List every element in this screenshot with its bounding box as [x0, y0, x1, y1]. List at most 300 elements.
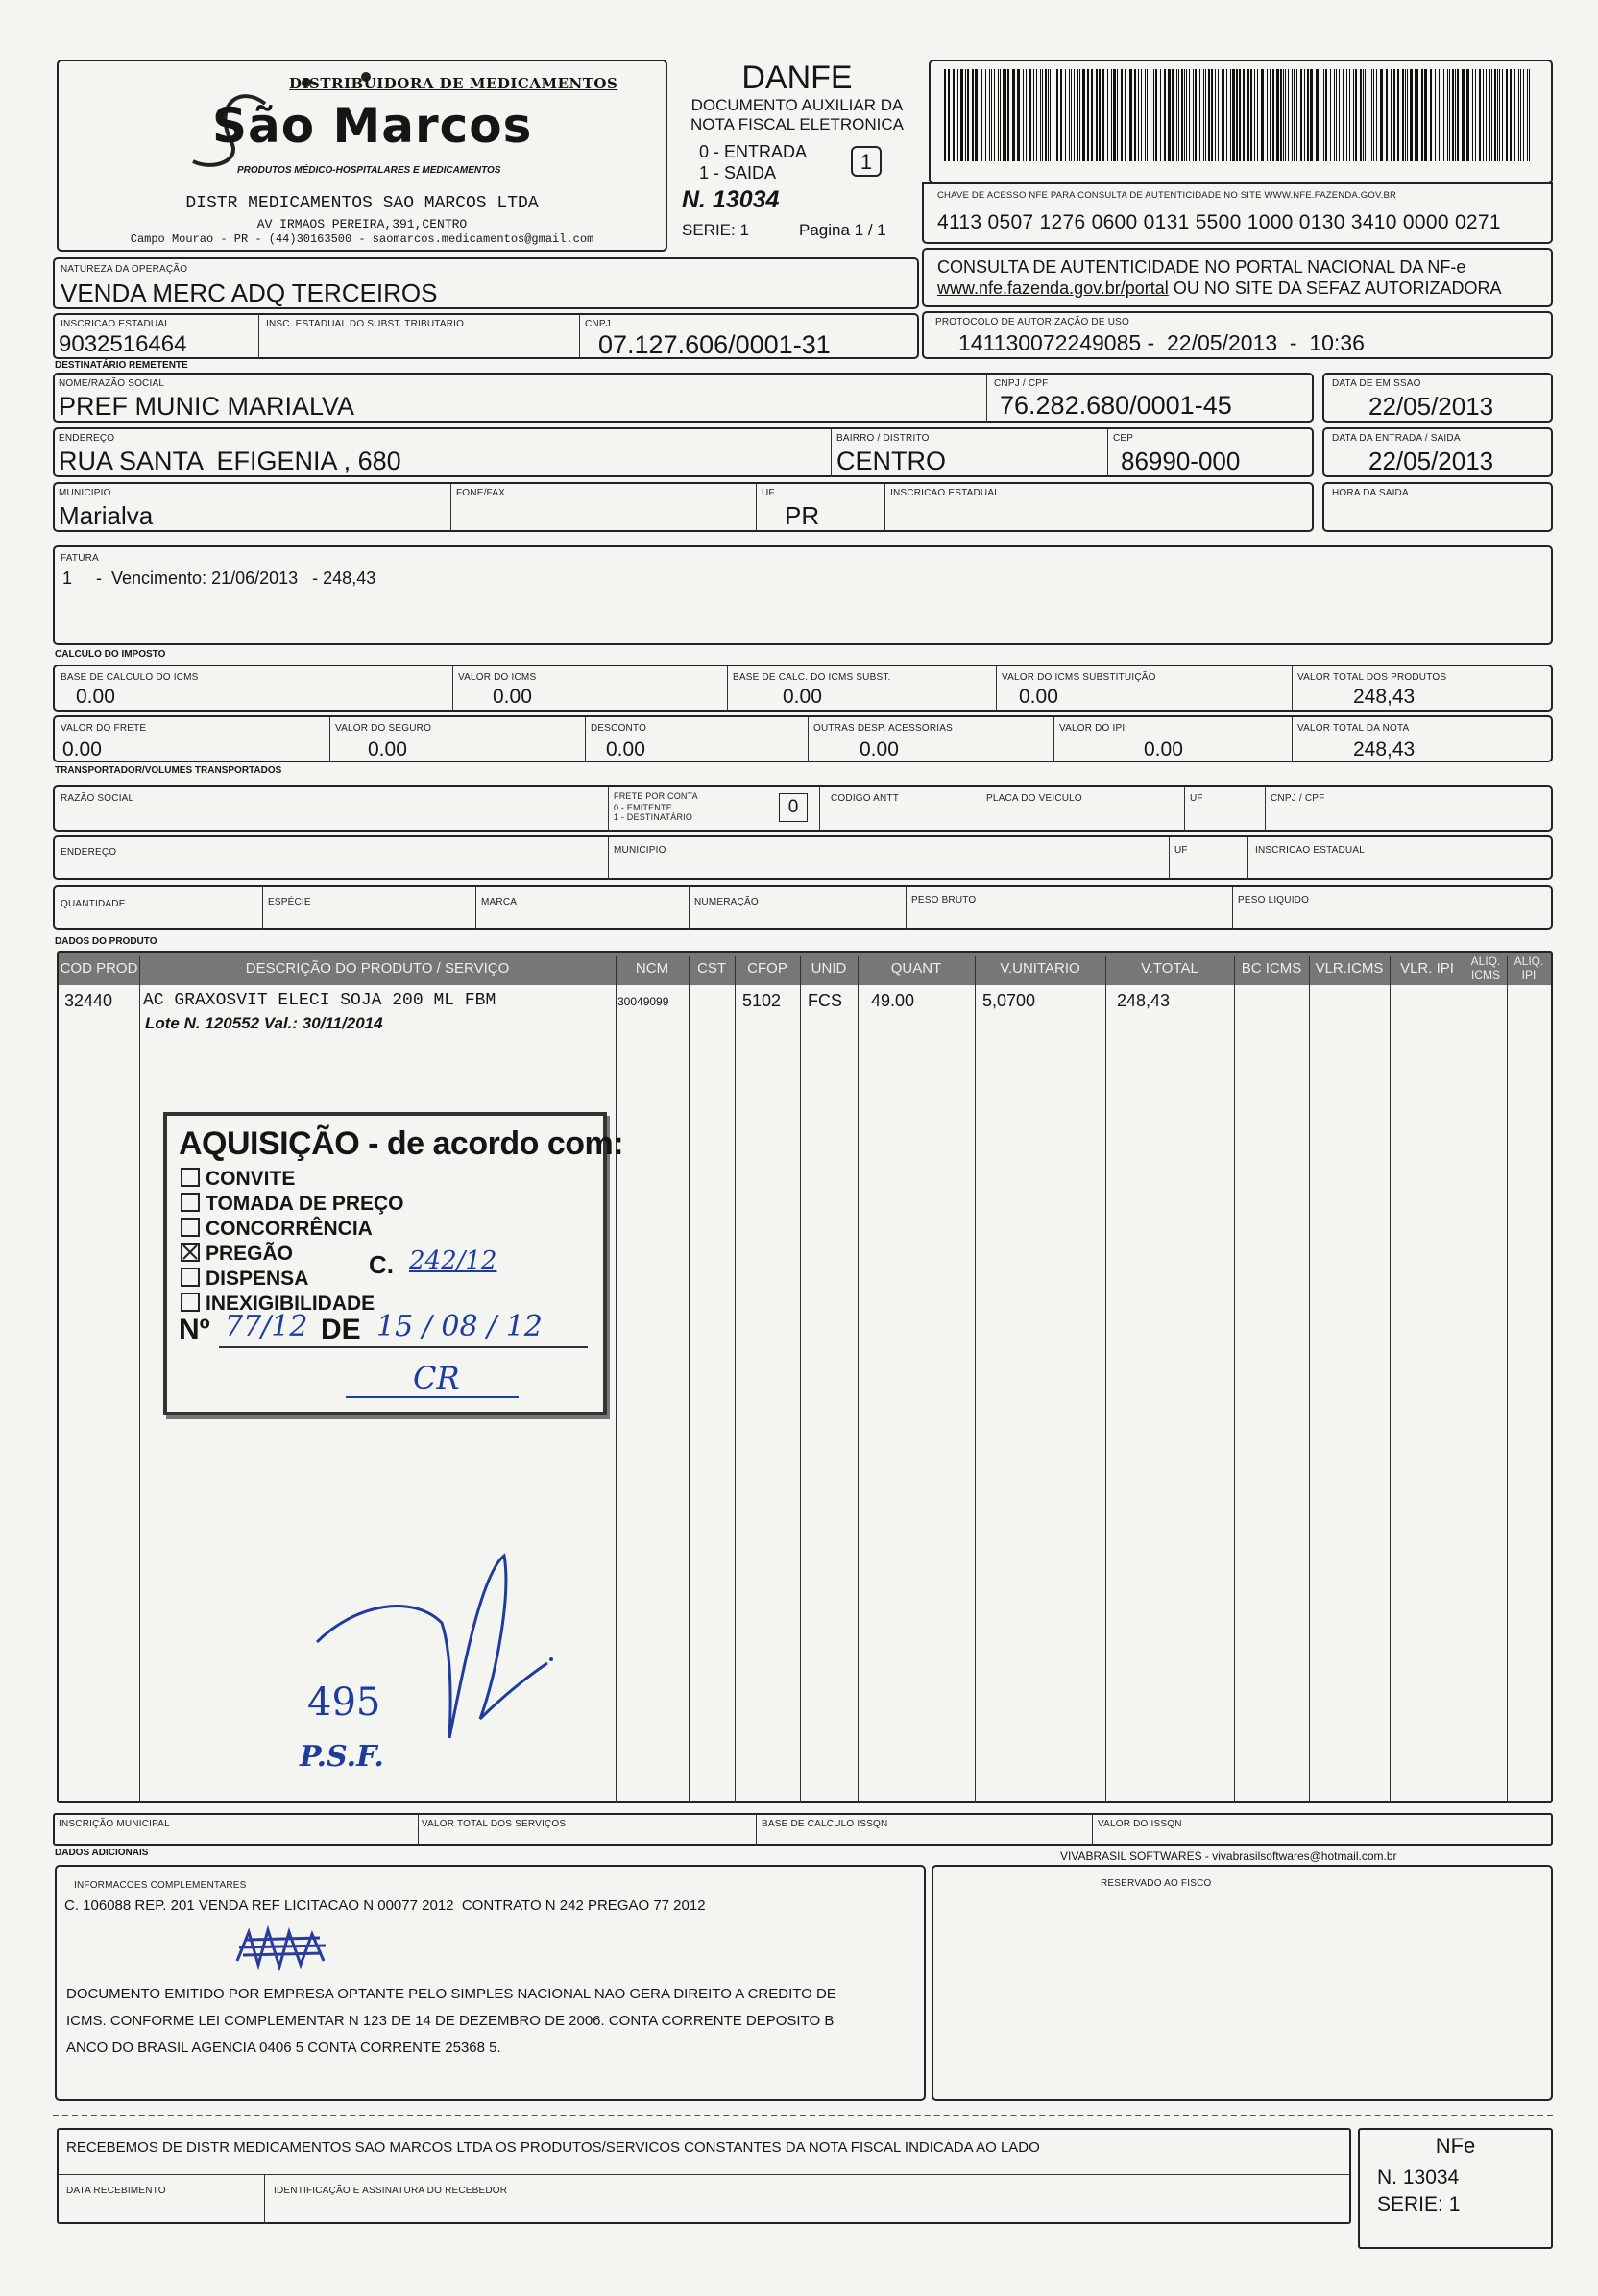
barcode-bar [1523, 69, 1524, 161]
dest-municipio-box [53, 482, 1314, 532]
barcode-bar [948, 69, 950, 161]
th-vtotal: V.TOTAL [1141, 960, 1198, 977]
stamp-title: AQUISIÇÃO - de acordo com: [179, 1125, 624, 1162]
transp-placa-label: PLACA DO VEICULO [986, 793, 1082, 804]
chave-label: CHAVE DE ACESSO NFE PARA CONSULTA DE AUTENTICIDADE NO SITE WWW.NFE.FAZENDA.GOV.BR [937, 190, 1397, 201]
barcode-bar [1125, 69, 1126, 161]
barcode [944, 69, 1537, 161]
transp-frete-opt0: 0 - EMITENTE [614, 803, 672, 812]
ie-label: INSCRICAO ESTADUAL [61, 319, 170, 329]
v-nota-label: VALOR TOTAL DA NOTA [1297, 723, 1410, 734]
barcode-bar [1296, 69, 1297, 161]
barcode-bar [1017, 69, 1020, 161]
especie-label: ESPÉCIE [268, 897, 311, 907]
barcode-bar [1096, 69, 1098, 161]
v-nota-value: 248,43 [1353, 738, 1416, 761]
barcode-bar [1376, 69, 1377, 161]
barcode-bar [1353, 69, 1354, 161]
barcode-bar [1141, 69, 1142, 161]
barcode-bar [1147, 69, 1148, 161]
barcode-bar [1129, 69, 1132, 161]
th-vlr-ipi: VLR. IPI [1400, 960, 1454, 977]
canhoto-numero: N. 13034 [1377, 2166, 1460, 2188]
barcode-bar [1071, 69, 1072, 161]
barcode-bar [1360, 69, 1362, 161]
checkbox-icon [181, 1218, 200, 1237]
consulta-line-2: OU NO SITE DA SEFAZ AUTORIZADORA [1168, 278, 1502, 298]
v-st-label: VALOR DO ICMS SUBSTITUIÇÃO [1002, 672, 1156, 683]
barcode-bar [1074, 69, 1075, 161]
barcode-bar [1145, 69, 1146, 161]
emitente-box [57, 60, 667, 252]
barcode-bar [1176, 69, 1177, 161]
barcode-bar [1346, 69, 1347, 161]
simples-line-1: DOCUMENTO EMITIDO POR EMPRESA OPTANTE PELO SIMPLES NACIONAL NAO GERA DIREITO A CREDITO DE [66, 1986, 836, 2002]
stamp-n-label: Nº [179, 1314, 210, 1345]
barcode-bar [1499, 69, 1500, 161]
stamp-de-label: DE [321, 1314, 361, 1345]
barcode-bar [1033, 69, 1034, 161]
ipi-label: VALOR DO IPI [1059, 723, 1126, 734]
barcode-bar [1261, 69, 1264, 161]
item-descricao: AC GRAXOSVIT ELECI SOJA 200 ML FBM [143, 991, 496, 1010]
barcode-bar [1489, 69, 1490, 161]
desconto-label: DESCONTO [591, 723, 647, 734]
th-vunit: V.UNITARIO [1000, 960, 1080, 977]
barcode-bar [1472, 69, 1473, 161]
bc-st-label: BASE DE CALC. DO ICMS SUBST. [733, 672, 891, 683]
barcode-bar [1439, 69, 1440, 161]
transp-uf2-label: UF [1174, 845, 1188, 856]
barcode-bar [1349, 69, 1350, 161]
info-label: INFORMACOES COMPLEMENTARES [74, 1880, 247, 1891]
stamp-options [181, 1168, 404, 1317]
item-lote: Lote N. 120552 Val.: 30/11/2014 [145, 1014, 383, 1032]
barcode-bar [1203, 69, 1204, 161]
produtos-section-title: DADOS DO PRODUTO [55, 936, 157, 947]
barcode-bar [1294, 69, 1295, 161]
barcode-bar [1208, 69, 1210, 161]
checkbox-icon [181, 1193, 200, 1212]
barcode-bar [1323, 69, 1324, 161]
barcode-bar [1236, 69, 1238, 161]
barcode-bar [1330, 69, 1331, 161]
stamp-c-label: C. [369, 1250, 394, 1279]
stamp-option: INEXIGIBILIDADE [181, 1293, 404, 1317]
barcode-bar [957, 69, 958, 161]
fisco-box [932, 1865, 1553, 2101]
barcode-bar [1056, 69, 1058, 161]
barcode-bar [1189, 69, 1190, 161]
barcode-bar [1012, 69, 1015, 161]
barcode-bar [1029, 69, 1031, 161]
barcode-bar [1172, 69, 1174, 161]
barcode-bar [1483, 69, 1484, 161]
quantidade-label: QUANTIDADE [61, 899, 126, 909]
barcode-bar [1307, 69, 1309, 161]
danfe-pagina: Pagina 1 / 1 [799, 221, 886, 239]
barcode-bar [1250, 69, 1252, 161]
bc-icms-label: BASE DE CALCULO DO ICMS [61, 672, 199, 683]
barcode-bar [1479, 69, 1481, 161]
handwritten-note: P.S.F. [300, 1740, 384, 1774]
barcode-bar [1462, 69, 1465, 161]
barcode-bar [1069, 69, 1070, 161]
bc-icms-value: 0.00 [76, 686, 115, 708]
protocolo-value: 141130072249085 - 22/05/2013 - 10:36 [958, 330, 1365, 355]
transp-antt-label: CODIGO ANTT [831, 793, 900, 804]
barcode-bar [1215, 69, 1216, 161]
issqn-valor-label: VALOR DO ISSQN [1098, 1819, 1182, 1829]
th-descricao: DESCRIÇÃO DO PRODUTO / SERVIÇO [245, 960, 510, 977]
barcode-bar [1457, 69, 1459, 161]
canhoto-text: RECEBEMOS DE DISTR MEDICAMENTOS SAO MARCOS LTDA OS PRODUTOS/SERVICOS CONSTANTES DA NOTA FISCAL INDICADA AO LADO [66, 2139, 1040, 2156]
dest-cep-label: CEP [1113, 433, 1134, 444]
dest-emissao-box [1322, 373, 1553, 423]
dest-municipio-value: Marialva [59, 501, 154, 530]
danfe-tipo-box: 1 [851, 146, 882, 177]
barcode-bar [1102, 69, 1104, 161]
desconto-value: 0.00 [606, 738, 645, 761]
stamp-c-value: 242/12 [409, 1246, 497, 1275]
th-quant: QUANT [890, 960, 942, 977]
issqn-im-label: INSCRIÇÃO MUNICIPAL [59, 1819, 170, 1829]
marca-label: MARCA [481, 897, 518, 907]
dest-entrada-box [1322, 427, 1553, 477]
issqn-bc-label: BASE DE CALCULO ISSQN [762, 1819, 888, 1829]
checkbox-icon [181, 1293, 200, 1312]
danfe-entrada: 0 - ENTRADA [699, 142, 808, 161]
handwritten-number: 495 [307, 1680, 381, 1725]
barcode-bar [1316, 69, 1319, 161]
simples-line-2: ICMS. CONFORME LEI COMPLEMENTAR N 123 DE 14 DE DEZEMBRO DE 2006. CONTA CORRENTE DEPOSITO B [66, 2013, 835, 2029]
barcode-bar [1082, 69, 1085, 161]
dest-entrada-label: DATA DA ENTRADA / SAIDA [1332, 433, 1461, 444]
imposto-row-2 [53, 715, 1553, 762]
seguro-label: VALOR DO SEGURO [335, 723, 432, 734]
barcode-bar [1117, 69, 1118, 161]
dest-section-title: DESTINATÁRIO REMETENTE [55, 360, 188, 371]
peso-liquido-label: PESO LIQUIDO [1238, 895, 1310, 906]
stamp-n-value: 77/12 [225, 1310, 308, 1343]
consulta-link[interactable]: www.nfe.fazenda.gov.br/portal [937, 278, 1169, 298]
seguro-value: 0.00 [368, 738, 407, 761]
barcode-bar [1239, 69, 1241, 161]
barcode-bar [1138, 69, 1139, 161]
barcode-bar [1230, 69, 1231, 161]
barcode-bar [1339, 69, 1340, 161]
fisco-label: RESERVADO AO FISCO [1101, 1878, 1212, 1889]
barcode-bar [1386, 69, 1388, 161]
danfe-serie: SERIE: 1 [682, 221, 749, 239]
v-icms-value: 0.00 [493, 686, 532, 708]
chave-value: 4113 0507 1276 0600 0131 5500 1000 0130 3410 0000 0271 [937, 211, 1501, 233]
barcode-bar [1232, 69, 1235, 161]
barcode-bar [1283, 69, 1284, 161]
barcode-bar [985, 69, 986, 161]
dest-ie-label: INSCRICAO ESTADUAL [890, 488, 1000, 498]
danfe-numero: N. 13034 [682, 186, 780, 213]
barcode-bar [1475, 69, 1476, 161]
dest-uf-label: UF [762, 488, 775, 498]
barcode-bar [960, 69, 963, 161]
barcode-bar [989, 69, 990, 161]
v-prod-label: VALOR TOTAL DOS PRODUTOS [1297, 672, 1447, 683]
cnpj-emit-label: CNPJ [585, 319, 611, 329]
dest-nome-box [53, 373, 1314, 423]
barcode-bar [1040, 69, 1041, 161]
barcode-bar [1042, 69, 1043, 161]
barcode-bar [1113, 69, 1116, 161]
barcode-bar [1226, 69, 1227, 161]
barcode-bar [1452, 69, 1454, 161]
transp-razao-label: RAZÃO SOCIAL [61, 793, 134, 804]
consulta-box [922, 248, 1553, 307]
barcode-bar [1111, 69, 1112, 161]
barcode-bar [1023, 69, 1024, 161]
barcode-bar [998, 69, 999, 161]
barcode-bar [1193, 69, 1194, 161]
transp-row-1 [53, 785, 1553, 832]
barcode-bar [1199, 69, 1200, 161]
barcode-bar [1091, 69, 1093, 161]
barcode-box [929, 60, 1553, 184]
barcode-bar [991, 69, 992, 161]
barcode-bar [1355, 69, 1357, 161]
barcode-bar [1373, 69, 1374, 161]
issqn-row [53, 1813, 1553, 1846]
consulta-line-1: CONSULTA DE AUTENTICIDADE NO PORTAL NACIONAL DA NF-e [937, 257, 1466, 277]
canhoto-data-label: DATA RECEBIMENTO [66, 2186, 166, 2196]
barcode-bar [1045, 69, 1047, 161]
emitente-name: DISTR MEDICAMENTOS SAO MARCOS LTDA [185, 194, 539, 213]
barcode-bar [1003, 69, 1005, 161]
danfe-subtitle-1: DOCUMENTO AUXILIAR DA [690, 96, 904, 114]
barcode-bar [1325, 69, 1327, 161]
barcode-bar [1506, 69, 1508, 161]
barcode-bar [1520, 69, 1521, 161]
dest-nome-label: NOME/RAZÃO SOCIAL [59, 378, 165, 389]
dest-uf-value: PR [785, 501, 820, 530]
barcode-bar [1050, 69, 1051, 161]
barcode-bar [1497, 69, 1498, 161]
barcode-bar [1218, 69, 1219, 161]
barcode-bar [1288, 69, 1289, 161]
barcode-bar [975, 69, 978, 161]
barcode-bar [1494, 69, 1496, 161]
barcode-bar [1243, 69, 1245, 161]
barcode-bar [1518, 69, 1519, 161]
transp-row-3 [53, 885, 1553, 930]
transp-municipio-label: MUNICIPIO [614, 845, 666, 856]
barcode-bar [1254, 69, 1255, 161]
v-st-value: 0.00 [1019, 686, 1058, 708]
barcode-bar [1160, 69, 1161, 161]
item-cod: 32440 [64, 991, 113, 1010]
barcode-bar [1466, 69, 1469, 161]
outras-value: 0.00 [860, 738, 899, 761]
ie-row [53, 313, 919, 359]
barcode-bar [1036, 69, 1037, 161]
barcode-bar [1416, 69, 1418, 161]
barcode-bar [1402, 69, 1404, 161]
checkbox-icon [181, 1168, 200, 1187]
barcode-bar [994, 69, 995, 161]
barcode-bar [1272, 69, 1274, 161]
stamp-option: CONVITE [181, 1168, 404, 1193]
item-quant: 49.00 [871, 991, 915, 1010]
transp-ie-label: INSCRICAO ESTADUAL [1255, 845, 1365, 856]
barcode-bar [1168, 69, 1171, 161]
chave-box [922, 182, 1553, 244]
danfe-title: DANFE [741, 60, 853, 96]
barcode-bar [1276, 69, 1279, 161]
barcode-bar [1514, 69, 1515, 161]
dest-hora-box [1322, 482, 1553, 532]
barcode-bar [1371, 69, 1372, 161]
barcode-bar [1502, 69, 1503, 161]
protocolo-label: PROTOCOLO DE AUTORIZAÇÃO DE USO [935, 317, 1129, 327]
ie-st-label: INSC. ESTADUAL DO SUBST. TRIBUTARIO [266, 319, 465, 329]
table-row [59, 987, 1551, 1045]
barcode-bar [1449, 69, 1450, 161]
dest-bairro-value: CENTRO [836, 447, 946, 475]
barcode-bar [1510, 69, 1512, 161]
barcode-bar [967, 69, 969, 161]
dest-cep-value: 86990-000 [1121, 447, 1241, 475]
canhoto-ident-label: IDENTIFICAÇÃO E ASSINATURA DO RECEBEDOR [274, 2186, 508, 2196]
dest-cnpj-label: CNPJ / CPF [994, 378, 1049, 389]
canhoto-nfe: NFe [1435, 2134, 1476, 2158]
barcode-bar [1397, 69, 1399, 161]
th-cod: COD PROD [60, 960, 138, 977]
barcode-bar [953, 69, 955, 161]
imposto-section-title: CALCULO DO IMPOSTO [55, 649, 166, 660]
barcode-bar [1005, 69, 1006, 161]
dest-endereco-box [53, 427, 1314, 477]
barcode-bar [1079, 69, 1080, 161]
simples-line-3: ANCO DO BRASIL AGENCIA 0406 5 CONTA CORRENTE 25368 5. [66, 2040, 501, 2056]
barcode-bar [944, 69, 946, 161]
scribble-mark [230, 1922, 335, 1974]
imposto-row-1 [53, 665, 1553, 712]
barcode-bar [1186, 69, 1187, 161]
canhoto-serie: SERIE: 1 [1377, 2193, 1461, 2215]
barcode-bar [1155, 69, 1157, 161]
barcode-bar [1178, 69, 1179, 161]
barcode-bar [1343, 69, 1344, 161]
barcode-bar [1447, 69, 1448, 161]
barcode-bar [1421, 69, 1423, 161]
barcode-bar [1292, 69, 1293, 161]
transp-frete-label: FRETE POR CONTA [614, 791, 698, 801]
ie-value: 9032516464 [59, 331, 187, 357]
th-cfop: CFOP [747, 960, 787, 977]
v-icms-label: VALOR DO ICMS [458, 672, 537, 683]
stamp-de-value: 15 / 08 / 12 [376, 1310, 543, 1343]
dest-entrada-value: 22/05/2013 [1368, 447, 1494, 475]
stamp-option: CONCORRÊNCIA [181, 1218, 404, 1243]
barcode-bar [1026, 69, 1027, 161]
natureza-label: NATUREZA DA OPERAÇÃO [61, 264, 188, 275]
barcode-bar [1060, 69, 1062, 161]
barcode-bar [1267, 69, 1268, 161]
canhoto-box [57, 2128, 1351, 2224]
barcode-bar [1365, 69, 1366, 161]
emitente-city-line: Campo Mourao - PR - (44)30163500 - saomarcos.medicamentos@gmail.com [130, 232, 594, 246]
barcode-bar [1181, 69, 1183, 161]
item-unid: FCS [808, 991, 842, 1010]
peso-bruto-label: PESO BRUTO [911, 895, 977, 906]
barcode-bar [1527, 69, 1528, 161]
stamp-option: DISPENSA [181, 1268, 404, 1293]
barcode-bar [1391, 69, 1392, 161]
th-aliq-ipi: ALIQ. IPI [1513, 955, 1544, 981]
barcode-bar [1430, 69, 1432, 161]
protocolo-box [922, 311, 1553, 359]
barcode-bar [1164, 69, 1166, 161]
barcode-bar [1065, 69, 1066, 161]
danfe-subtitle-2: NOTA FISCAL ELETRONICA [690, 115, 904, 133]
adicionais-section-title: DADOS ADICIONAIS [55, 1848, 149, 1858]
barcode-bar [1195, 69, 1197, 161]
dest-endereco-label: ENDEREÇO [59, 433, 115, 444]
logo-top-text: DISTRIBUIDORA DE MEDICAMENTOS [289, 75, 618, 92]
barcode-bar [1310, 69, 1313, 161]
barcode-bar [1107, 69, 1108, 161]
barcode-bar [1211, 69, 1213, 161]
th-bc-icms: BC ICMS [1241, 960, 1302, 977]
barcode-bar [1134, 69, 1136, 161]
stamp-initials: CR [413, 1360, 460, 1396]
outras-label: OUTRAS DESP. ACESSORIAS [813, 723, 954, 734]
dest-bairro-label: BAIRRO / DISTRITO [836, 433, 930, 444]
item-cfop: 5102 [742, 991, 782, 1010]
danfe-saida: 1 - SAIDA [699, 163, 777, 182]
ipi-value: 0.00 [1144, 738, 1183, 761]
barcode-bar [1529, 69, 1530, 161]
barcode-bar [972, 69, 974, 161]
info-line: C. 106088 REP. 201 VENDA REF LICITACAO N 00077 2012 CONTRATO N 242 PREGAO 77 2012 [64, 1897, 706, 1914]
produtos-header-row [59, 953, 1551, 985]
cnpj-emit-value: 07.127.606/0001-31 [598, 330, 831, 359]
item-ncm: 30049099 [617, 995, 669, 1008]
barcode-bar [1007, 69, 1009, 161]
dest-fone-label: FONE/FAX [456, 488, 506, 498]
dest-emissao-value: 22/05/2013 [1368, 392, 1494, 421]
barcode-bar [1270, 69, 1271, 161]
th-cst: CST [697, 960, 726, 977]
transp-uf-label: UF [1190, 793, 1203, 804]
barcode-bar [1455, 69, 1456, 161]
frete-label: VALOR DO FRETE [61, 723, 147, 734]
barcode-bar [1153, 69, 1154, 161]
numeracao-label: NUMERAÇÃO [694, 897, 759, 907]
frete-value: 0.00 [62, 738, 102, 761]
barcode-bar [1304, 69, 1305, 161]
barcode-bar [1405, 69, 1406, 161]
emitente-address: AV IRMAOS PEREIRA,391,CENTRO [256, 217, 468, 231]
barcode-bar [1077, 69, 1078, 161]
barcode-bar [1087, 69, 1089, 161]
fatura-box [53, 545, 1553, 645]
fatura-line: 1 - Vencimento: 21/06/2013 - 248,43 [62, 568, 376, 588]
transp-cnpj-label: CNPJ / CPF [1271, 793, 1325, 804]
barcode-bar [1407, 69, 1408, 161]
stamp-option: TOMADA DE PREÇO [181, 1193, 404, 1218]
dest-municipio-label: MUNICIPIO [59, 488, 111, 498]
barcode-bar [1247, 69, 1249, 161]
